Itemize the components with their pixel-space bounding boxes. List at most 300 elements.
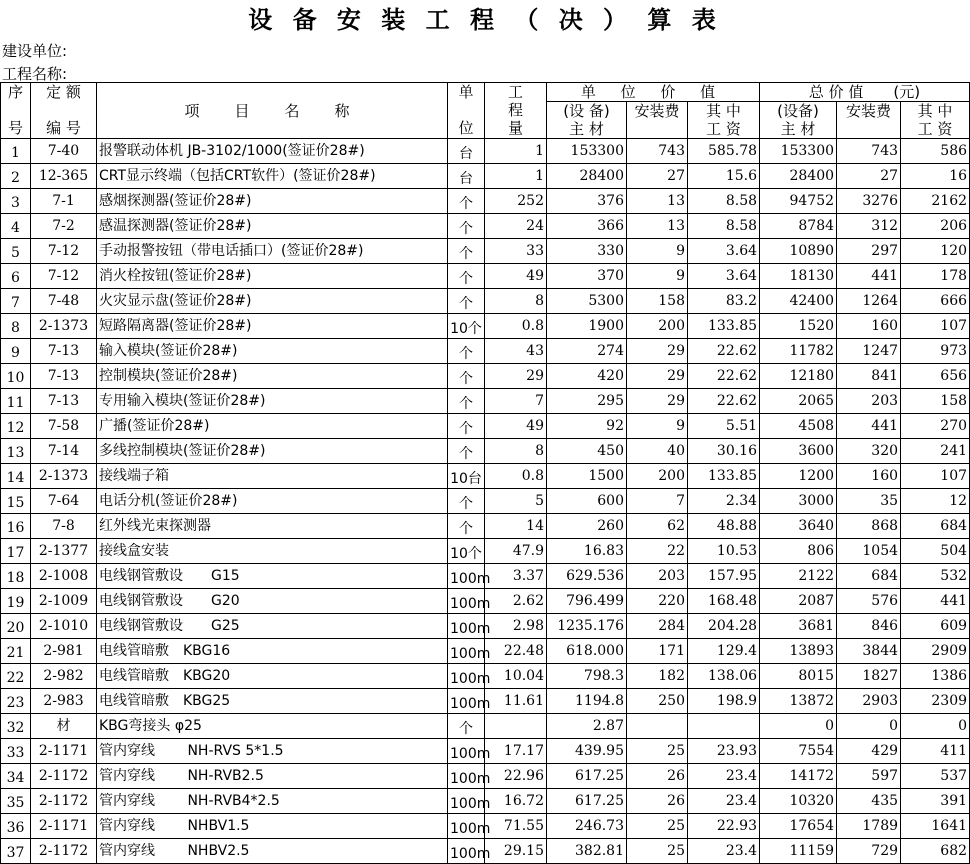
row-unit-install: 743 (627, 139, 688, 164)
row-unit-install: 25 (627, 739, 688, 764)
row-unit-labor: 15.6 (688, 164, 760, 189)
row-total-equip: 2087 (760, 589, 837, 614)
row-item-name: 红外线光束探测器 (97, 514, 448, 539)
row-unit-install: 13 (627, 214, 688, 239)
header-seq (1, 83, 31, 139)
row-total-install: 743 (837, 139, 901, 164)
row-unit-install: 284 (627, 614, 688, 639)
row-total-equip: 14172 (760, 764, 837, 789)
row-total-equip: 806 (760, 539, 837, 564)
table-row (1, 589, 970, 614)
row-total-equip: 11159 (760, 839, 837, 864)
row-item-name: 输入模块(签证价28#) (97, 339, 448, 364)
row-unit: 个 (448, 214, 485, 239)
row-unit-install: 29 (627, 389, 688, 414)
row-total-equip: 11782 (760, 339, 837, 364)
header-unit-bottom: 位 (458, 119, 474, 137)
row-unit-install: 200 (627, 464, 688, 489)
row-unit-equip: 2.87 (547, 714, 627, 739)
row-unit-labor: 22.62 (688, 339, 760, 364)
row-unit: 个 (448, 389, 485, 414)
row-total-install: 597 (837, 764, 901, 789)
row-code: 2-1373 (31, 464, 97, 489)
row-total-labor: 1641 (901, 814, 970, 839)
row-item-name: 感温探测器(签证价28#) (97, 214, 448, 239)
row-unit-labor: 138.06 (688, 664, 760, 689)
row-quantity: 2.62 (485, 589, 547, 614)
row-code: 7-8 (31, 514, 97, 539)
row-seq: 35 (1, 789, 31, 814)
row-unit-equip: 376 (547, 189, 627, 214)
row-total-install: 35 (837, 489, 901, 514)
header-item-name (97, 83, 448, 139)
row-item-name: KBG弯接头 φ25 (97, 714, 448, 739)
table-row (1, 614, 970, 639)
row-item-name: 管内穿线 NHBV2.5 (97, 839, 448, 864)
table-row (1, 164, 970, 189)
row-seq: 7 (1, 289, 31, 314)
table-row (1, 739, 970, 764)
row-seq: 13 (1, 439, 31, 464)
row-total-labor: 120 (901, 239, 970, 264)
row-quantity: 49 (485, 414, 547, 439)
row-total-labor: 441 (901, 589, 970, 614)
project-name-label: 工程名称: (2, 65, 68, 83)
row-unit-install: 13 (627, 189, 688, 214)
table-row (1, 564, 970, 589)
row-quantity: 33 (485, 239, 547, 264)
row-unit-labor: 204.28 (688, 614, 760, 639)
row-unit-labor: 168.48 (688, 589, 760, 614)
header-seq-bottom: 号 (7, 119, 23, 137)
row-total-labor: 504 (901, 539, 970, 564)
row-seq: 9 (1, 339, 31, 364)
row-seq: 14 (1, 464, 31, 489)
row-total-labor: 656 (901, 364, 970, 389)
row-total-install: 1827 (837, 664, 901, 689)
row-unit: 10台 (448, 464, 485, 489)
table-row (1, 514, 970, 539)
row-seq: 3 (1, 189, 31, 214)
estimate-table (0, 82, 970, 864)
row-unit-labor: 23.4 (688, 789, 760, 814)
row-seq: 32 (1, 714, 31, 739)
row-total-labor: 178 (901, 264, 970, 289)
row-unit-labor: 10.53 (688, 539, 760, 564)
row-total-labor: 682 (901, 839, 970, 864)
row-unit-install: 203 (627, 564, 688, 589)
row-quantity (485, 714, 547, 739)
row-code: 7-1 (31, 189, 97, 214)
row-total-equip: 4508 (760, 414, 837, 439)
row-unit: 10个 (448, 539, 485, 564)
row-unit-equip: 617.25 (547, 789, 627, 814)
row-total-equip: 3681 (760, 614, 837, 639)
row-seq: 12 (1, 414, 31, 439)
row-total-equip: 1200 (760, 464, 837, 489)
row-unit: 100m (448, 739, 485, 764)
row-quantity: 43 (485, 339, 547, 364)
row-quantity: 47.9 (485, 539, 547, 564)
row-unit: 个 (448, 264, 485, 289)
row-item-name: 管内穿线 NH-RVS 5*1.5 (97, 739, 448, 764)
table-row (1, 789, 970, 814)
row-total-install: 320 (837, 439, 901, 464)
row-seq: 5 (1, 239, 31, 264)
row-item-name: CRT显示终端（包括CRT软件）(签证价28#) (97, 164, 448, 189)
row-item-name: 专用输入模块(签证价28#) (97, 389, 448, 414)
row-unit-equip: 1235.176 (547, 614, 627, 639)
row-unit-install: 7 (627, 489, 688, 514)
row-unit-equip: 246.73 (547, 814, 627, 839)
row-unit-equip: 450 (547, 439, 627, 464)
row-total-equip: 153300 (760, 139, 837, 164)
row-quantity: 8 (485, 289, 547, 314)
row-unit-equip: 798.3 (547, 664, 627, 689)
row-unit-equip: 366 (547, 214, 627, 239)
row-total-install: 1054 (837, 539, 901, 564)
row-item-name: 电线钢管敷设 G25 (97, 614, 448, 639)
row-total-equip: 12180 (760, 364, 837, 389)
row-total-equip: 13893 (760, 639, 837, 664)
row-unit-install: 29 (627, 364, 688, 389)
row-unit-labor: 23.93 (688, 739, 760, 764)
row-quantity: 8 (485, 439, 547, 464)
row-seq: 15 (1, 489, 31, 514)
row-seq: 22 (1, 664, 31, 689)
row-total-install: 27 (837, 164, 901, 189)
row-item-name: 电线管暗敷 KBG20 (97, 664, 448, 689)
row-unit-install: 25 (627, 814, 688, 839)
row-unit: 100m (448, 664, 485, 689)
row-total-equip: 3000 (760, 489, 837, 514)
row-total-install: 3844 (837, 639, 901, 664)
row-total-equip: 0 (760, 714, 837, 739)
row-unit: 100m (448, 639, 485, 664)
row-total-labor: 2162 (901, 189, 970, 214)
row-quantity: 22.96 (485, 764, 547, 789)
row-seq: 18 (1, 564, 31, 589)
row-total-labor: 684 (901, 514, 970, 539)
row-item-name: 火灾显示盘(签证价28#) (97, 289, 448, 314)
row-item-name: 多线控制模块(签证价28#) (97, 439, 448, 464)
table-row (1, 764, 970, 789)
row-unit-labor: 30.16 (688, 439, 760, 464)
table-row (1, 664, 970, 689)
row-unit-equip: 260 (547, 514, 627, 539)
row-total-labor: 0 (901, 714, 970, 739)
row-unit: 10个 (448, 314, 485, 339)
row-quantity: 5 (485, 489, 547, 514)
row-unit-install: 27 (627, 164, 688, 189)
table-row (1, 139, 970, 164)
row-unit-labor: 3.64 (688, 264, 760, 289)
row-seq: 36 (1, 814, 31, 839)
table-row (1, 489, 970, 514)
row-total-equip: 28400 (760, 164, 837, 189)
row-quantity: 252 (485, 189, 547, 214)
header-equip-bottom: 主 材 (569, 120, 604, 138)
row-total-install: 160 (837, 464, 901, 489)
row-quantity: 49 (485, 264, 547, 289)
row-total-install: 841 (837, 364, 901, 389)
row-total-equip: 2065 (760, 389, 837, 414)
row-unit-labor: 5.51 (688, 414, 760, 439)
page-title: 设 备 安 装 工 程 （ 决 ） 算 表 (248, 6, 722, 34)
row-code: 7-13 (31, 389, 97, 414)
row-item-name: 管内穿线 NH-RVB4*2.5 (97, 789, 448, 814)
row-total-install: 429 (837, 739, 901, 764)
row-total-labor: 666 (901, 289, 970, 314)
header-total-equip (760, 102, 837, 139)
row-unit-install: 22 (627, 539, 688, 564)
row-total-install: 868 (837, 514, 901, 539)
row-item-name: 感烟探测器(签证价28#) (97, 189, 448, 214)
row-unit: 台 (448, 164, 485, 189)
row-total-install: 1789 (837, 814, 901, 839)
row-unit-labor: 2.34 (688, 489, 760, 514)
row-total-labor: 973 (901, 339, 970, 364)
row-seq: 4 (1, 214, 31, 239)
row-code: 7-40 (31, 139, 97, 164)
row-unit: 个 (448, 489, 485, 514)
row-unit: 100m (448, 614, 485, 639)
row-quantity: 2.98 (485, 614, 547, 639)
row-unit-install: 26 (627, 789, 688, 814)
row-total-labor: 107 (901, 314, 970, 339)
row-unit-equip: 370 (547, 264, 627, 289)
row-item-name: 电线管暗敷 KBG16 (97, 639, 448, 664)
row-unit-labor: 157.95 (688, 564, 760, 589)
row-unit-install: 171 (627, 639, 688, 664)
row-unit-equip: 1900 (547, 314, 627, 339)
row-quantity: 22.48 (485, 639, 547, 664)
row-code: 2-1171 (31, 814, 97, 839)
row-total-install: 160 (837, 314, 901, 339)
row-total-install: 435 (837, 789, 901, 814)
row-unit-equip: 295 (547, 389, 627, 414)
row-quantity: 0.8 (485, 464, 547, 489)
header-total-price: 总 价 值 (元) (760, 83, 970, 102)
row-total-equip: 8015 (760, 664, 837, 689)
row-quantity: 3.37 (485, 564, 547, 589)
table-body (1, 139, 970, 864)
row-unit-labor: 22.62 (688, 364, 760, 389)
row-unit-equip: 796.499 (547, 589, 627, 614)
row-total-install: 441 (837, 414, 901, 439)
header-unit (448, 83, 485, 139)
table-row (1, 539, 970, 564)
row-item-name: 电线钢管敷设 G20 (97, 589, 448, 614)
row-unit-equip: 629.536 (547, 564, 627, 589)
row-item-name: 接线端子箱 (97, 464, 448, 489)
row-unit-install: 182 (627, 664, 688, 689)
row-seq: 1 (1, 139, 31, 164)
row-quantity: 1 (485, 139, 547, 164)
header-code-top: 定 额 (46, 83, 81, 101)
row-unit-labor: 48.88 (688, 514, 760, 539)
row-unit: 100m (448, 564, 485, 589)
row-unit-equip: 28400 (547, 164, 627, 189)
row-unit: 100m (448, 814, 485, 839)
row-total-equip: 10320 (760, 789, 837, 814)
row-seq: 33 (1, 739, 31, 764)
row-seq: 11 (1, 389, 31, 414)
row-unit-equip: 617.25 (547, 764, 627, 789)
row-unit-equip: 274 (547, 339, 627, 364)
row-unit: 100m (448, 789, 485, 814)
row-total-install: 203 (837, 389, 901, 414)
row-unit: 个 (448, 514, 485, 539)
row-total-install: 576 (837, 589, 901, 614)
row-quantity: 11.61 (485, 689, 547, 714)
row-quantity: 24 (485, 214, 547, 239)
row-total-install: 297 (837, 239, 901, 264)
row-code: 7-13 (31, 364, 97, 389)
table-row (1, 289, 970, 314)
row-total-install: 2903 (837, 689, 901, 714)
row-code: 2-1172 (31, 764, 97, 789)
row-code: 7-13 (31, 339, 97, 364)
table-row (1, 189, 970, 214)
row-code: 2-1373 (31, 314, 97, 339)
header-quantity (485, 83, 547, 139)
row-code: 7-58 (31, 414, 97, 439)
row-quantity: 71.55 (485, 814, 547, 839)
row-item-name: 电话分机(签证价28#) (97, 489, 448, 514)
row-seq: 21 (1, 639, 31, 664)
row-item-name: 报警联动体机 JB-3102/1000(签证价28#) (97, 139, 448, 164)
row-total-install: 684 (837, 564, 901, 589)
row-unit-install: 25 (627, 839, 688, 864)
row-code: 2-1008 (31, 564, 97, 589)
row-quantity: 0.8 (485, 314, 547, 339)
row-unit-install: 200 (627, 314, 688, 339)
row-total-install: 312 (837, 214, 901, 239)
row-code: 2-982 (31, 664, 97, 689)
row-code: 2-981 (31, 639, 97, 664)
row-seq: 20 (1, 614, 31, 639)
header-seq-top: 序 (7, 83, 23, 101)
header-total-equip-top: (设备) (777, 102, 819, 120)
row-unit: 台 (448, 139, 485, 164)
row-unit-install: 158 (627, 289, 688, 314)
row-seq: 2 (1, 164, 31, 189)
row-unit-install: 62 (627, 514, 688, 539)
row-total-equip: 17654 (760, 814, 837, 839)
row-item-name: 管内穿线 NH-RVB2.5 (97, 764, 448, 789)
row-unit-equip: 1194.8 (547, 689, 627, 714)
header-equip (547, 102, 627, 139)
row-total-install: 729 (837, 839, 901, 864)
row-code: 7-14 (31, 439, 97, 464)
row-total-install: 3276 (837, 189, 901, 214)
row-seq: 23 (1, 689, 31, 714)
row-unit-install: 29 (627, 339, 688, 364)
row-total-equip: 7554 (760, 739, 837, 764)
row-total-labor: 2909 (901, 639, 970, 664)
row-quantity: 1 (485, 164, 547, 189)
row-unit-equip: 382.81 (547, 839, 627, 864)
row-unit: 100m (448, 764, 485, 789)
row-total-labor: 537 (901, 764, 970, 789)
row-total-install: 0 (837, 714, 901, 739)
row-unit-install: 9 (627, 239, 688, 264)
header-labor-bottom: 工 资 (706, 120, 741, 138)
header-unit-price: 单 位 价 值 (547, 83, 760, 102)
row-total-equip: 42400 (760, 289, 837, 314)
table-row (1, 364, 970, 389)
header-total-install-text: 安装费 (846, 102, 892, 120)
row-seq: 37 (1, 839, 31, 864)
table-row (1, 389, 970, 414)
row-total-labor: 586 (901, 139, 970, 164)
row-unit: 个 (448, 339, 485, 364)
row-total-equip: 2122 (760, 564, 837, 589)
header-total-labor-top: 其 中 (917, 102, 953, 120)
row-total-labor: 12 (901, 489, 970, 514)
row-item-name: 消火栓按钮(签证价28#) (97, 264, 448, 289)
row-total-labor: 1386 (901, 664, 970, 689)
row-unit-labor: 22.93 (688, 814, 760, 839)
row-code: 2-1009 (31, 589, 97, 614)
table-row (1, 639, 970, 664)
row-total-equip: 94752 (760, 189, 837, 214)
row-total-equip: 3600 (760, 439, 837, 464)
row-code: 2-1172 (31, 789, 97, 814)
row-unit: 100m (448, 839, 485, 864)
row-code: 7-48 (31, 289, 97, 314)
row-code: 2-1010 (31, 614, 97, 639)
row-quantity: 10.04 (485, 664, 547, 689)
row-unit-labor: 23.4 (688, 764, 760, 789)
row-seq: 10 (1, 364, 31, 389)
row-unit: 个 (448, 364, 485, 389)
row-total-labor: 206 (901, 214, 970, 239)
row-code: 2-1377 (31, 539, 97, 564)
row-unit-labor: 83.2 (688, 289, 760, 314)
row-seq: 6 (1, 264, 31, 289)
row-code: 7-12 (31, 264, 97, 289)
construction-unit-label: 建设单位: (2, 42, 68, 60)
row-unit-labor: 585.78 (688, 139, 760, 164)
row-unit-equip: 16.83 (547, 539, 627, 564)
row-total-equip: 1520 (760, 314, 837, 339)
row-unit-install (627, 714, 688, 739)
row-code: 7-64 (31, 489, 97, 514)
table-row (1, 714, 970, 739)
row-unit-install: 250 (627, 689, 688, 714)
row-unit-equip: 600 (547, 489, 627, 514)
row-total-labor: 107 (901, 464, 970, 489)
row-unit: 100m (448, 589, 485, 614)
table-row (1, 264, 970, 289)
header-unit-top: 单 (458, 83, 474, 101)
row-unit-equip: 330 (547, 239, 627, 264)
row-total-install: 1247 (837, 339, 901, 364)
row-unit-labor: 129.4 (688, 639, 760, 664)
header-total-labor (901, 102, 970, 139)
header-code (31, 83, 97, 139)
row-unit-labor (688, 714, 760, 739)
row-item-name: 短路隔离器(签证价28#) (97, 314, 448, 339)
header-equip-top: (设 备) (563, 102, 610, 120)
row-unit: 个 (448, 439, 485, 464)
row-total-labor: 241 (901, 439, 970, 464)
row-unit: 个 (448, 714, 485, 739)
row-item-name: 广播(签证价28#) (97, 414, 448, 439)
row-unit-labor: 22.62 (688, 389, 760, 414)
